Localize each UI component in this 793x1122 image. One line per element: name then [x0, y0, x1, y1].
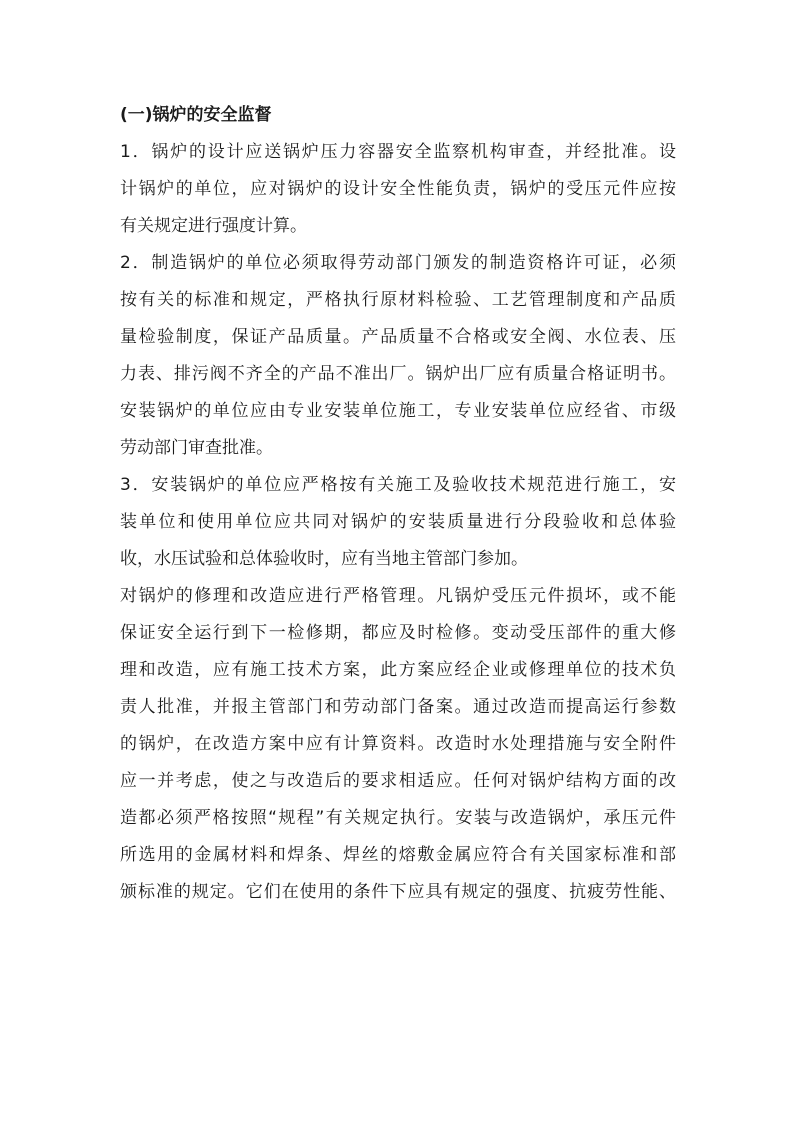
- paragraph-2: [120, 245, 676, 467]
- text-line: 按有关的标准和规定，严格执行原材料检验、工艺管理制度和产品质: [120, 290, 676, 310]
- text-line: 保证安全运行到下一检修期，都应及时检修。变动受压部件的重大修: [120, 623, 676, 643]
- text-line: 应一并考虑，使之与改造后的要求相适应。任何对锅炉结构方面的改: [120, 771, 676, 791]
- text-line: 力表、排污阀不齐全的产品不准出厂。锅炉出厂应有质量合格证明书。: [120, 364, 676, 384]
- document-body: [120, 134, 676, 911]
- text-line: 收，水压试验和总体验收时，应有当地主管部门参加。: [120, 549, 528, 569]
- text-line: 装单位和使用单位应共同对锅炉的安装质量进行分段验收和总体验: [120, 512, 676, 532]
- text-line: 计锅炉的单位，应对锅炉的设计安全性能负责，锅炉的受压元件应按: [120, 179, 676, 199]
- text-line: 2．制造锅炉的单位必须取得劳动部门颁发的制造资格许可证，必须: [120, 253, 676, 273]
- text-line: 有关规定进行强度计算。: [120, 216, 307, 236]
- text-line: 安装锅炉的单位应由专业安装单位施工，专业安装单位应经省、市级: [120, 401, 676, 421]
- paragraph-1: [120, 134, 676, 245]
- paragraph-4: [120, 578, 676, 911]
- text-line: 劳动部门审查批准。: [120, 438, 273, 458]
- text-line: 3．安装锅炉的单位应严格按有关施工及验收技术规范进行施工，安: [120, 475, 676, 495]
- text-line: 责人批准，并报主管部门和劳动部门备案。通过改造而提高运行参数: [120, 697, 676, 717]
- text-line: 量检验制度，保证产品质量。产品质量不合格或安全阀、水位表、压: [120, 327, 676, 347]
- text-line: 对锅炉的修理和改造应进行严格管理。凡锅炉受压元件损坏，或不能: [120, 586, 676, 606]
- text-line: 1．锅炉的设计应送锅炉压力容器安全监察机构审查，并经批准。设: [120, 142, 676, 162]
- text-line: 理和改造，应有施工技术方案，此方案应经企业或修理单位的技术负: [120, 660, 676, 680]
- paragraph-3: [120, 467, 676, 578]
- text-line: 的锅炉，在改造方案中应有计算资料。改造时水处理措施与安全附件: [120, 734, 676, 754]
- document-page: [120, 97, 676, 911]
- section-heading: (一)锅炉的安全监督: [120, 105, 272, 125]
- text-line: 所选用的金属材料和焊条、焊丝的熔敷金属应符合有关国家标准和部: [120, 845, 676, 865]
- text-line: 颁标准的规定。它们在使用的条件下应具有规定的强度、抗疲劳性能、: [120, 882, 676, 902]
- text-line: 造都必须严格按照“规程”有关规定执行。安装与改造锅炉，承压元件: [120, 808, 676, 828]
